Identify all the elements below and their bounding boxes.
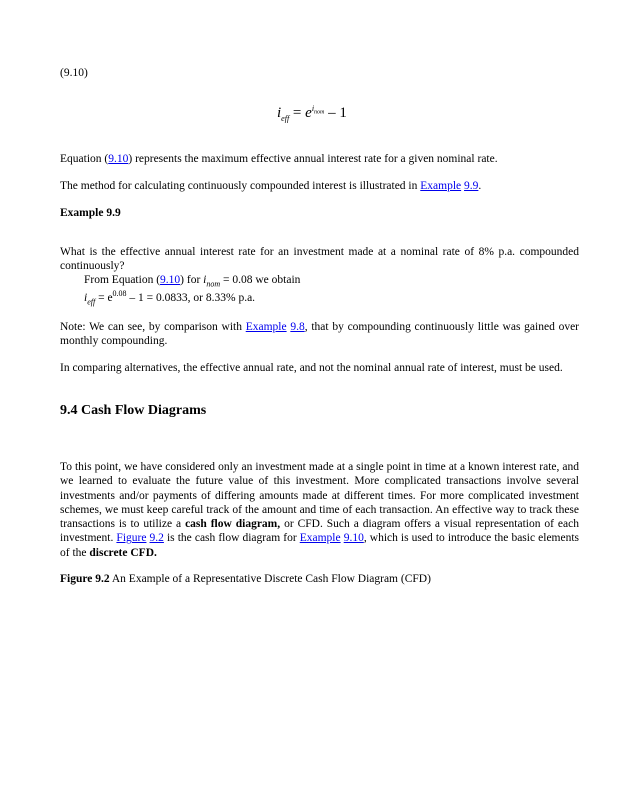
- equation-link[interactable]: 9.10: [108, 153, 129, 165]
- equation-9-10: $i_{eff} = e^{i_{nom}} - 1$: [277, 104, 347, 123]
- example-number-link-2[interactable]: 9.8: [290, 321, 305, 333]
- equation-number: (9.10): [60, 67, 88, 79]
- equation-link-2[interactable]: 9.10: [160, 274, 181, 286]
- cfd-body-paragraph: To this point, we have considered only an investment made at a single point in time at a known interest rate, and we learned to evaluate the future value of this investment. More complicated transactions involve several investments and/or payments of differing amounts made at different times. For more complicated investment schemes, we must keep careful track of the amount and time of each transaction. An effective way to track these transactions is to utilize a cash flow diagram, or CFD. Such a diagram offers a visual representation of each investment. Figure 9.2 is the cash flow diagram for Example 9.10, which is used to introduce the basic elements of the discrete CFD.: [60, 461, 580, 559]
- example-question: What is the effective annual interest rate for an investment made at a nominal rate of 8% p.a. compounded continuously?: [60, 246, 579, 273]
- figure-number-link[interactable]: 9.2: [149, 532, 164, 545]
- example-title: Example 9.9: [60, 207, 121, 219]
- paragraph-equation-reference: Equation (9.10) represents the maximum effective annual interest rate for a given nominal rate.: [60, 153, 498, 165]
- example-link-3[interactable]: Example: [299, 532, 341, 545]
- note-paragraph: Note: We can see, by comparison with Example 9.8, that by compounding continuously little was gained over monthly compounding.: [60, 321, 580, 348]
- figure-link[interactable]: Figure: [116, 532, 147, 545]
- example-link[interactable]: Example: [420, 180, 462, 192]
- solution-line-2: $i_{eff} = e^{0.08} - 1 = 0.0833$, or 8.33% p.a.: [84, 289, 256, 307]
- example-number-link-3[interactable]: 9.10: [343, 532, 364, 545]
- comparison-paragraph: In comparing alternatives, the effective annual rate, and not the nominal annual rate of interest, must be used.: [60, 362, 563, 374]
- example-link-2[interactable]: Example: [245, 321, 287, 333]
- section-heading: 9.4 Cash Flow Diagrams: [60, 403, 207, 418]
- example-number-link[interactable]: 9.9: [464, 180, 479, 192]
- paragraph-method: The method for calculating continuously compounded interest is illustrated in Example 9.9.: [60, 180, 482, 192]
- figure-caption: Figure 9.2 An Example of a Representative Discrete Cash Flow Diagram (CFD): [60, 573, 431, 585]
- solution-line-1: From Equation (9.10) for $i_{nom} = 0.08$ we obtain: [84, 274, 301, 289]
